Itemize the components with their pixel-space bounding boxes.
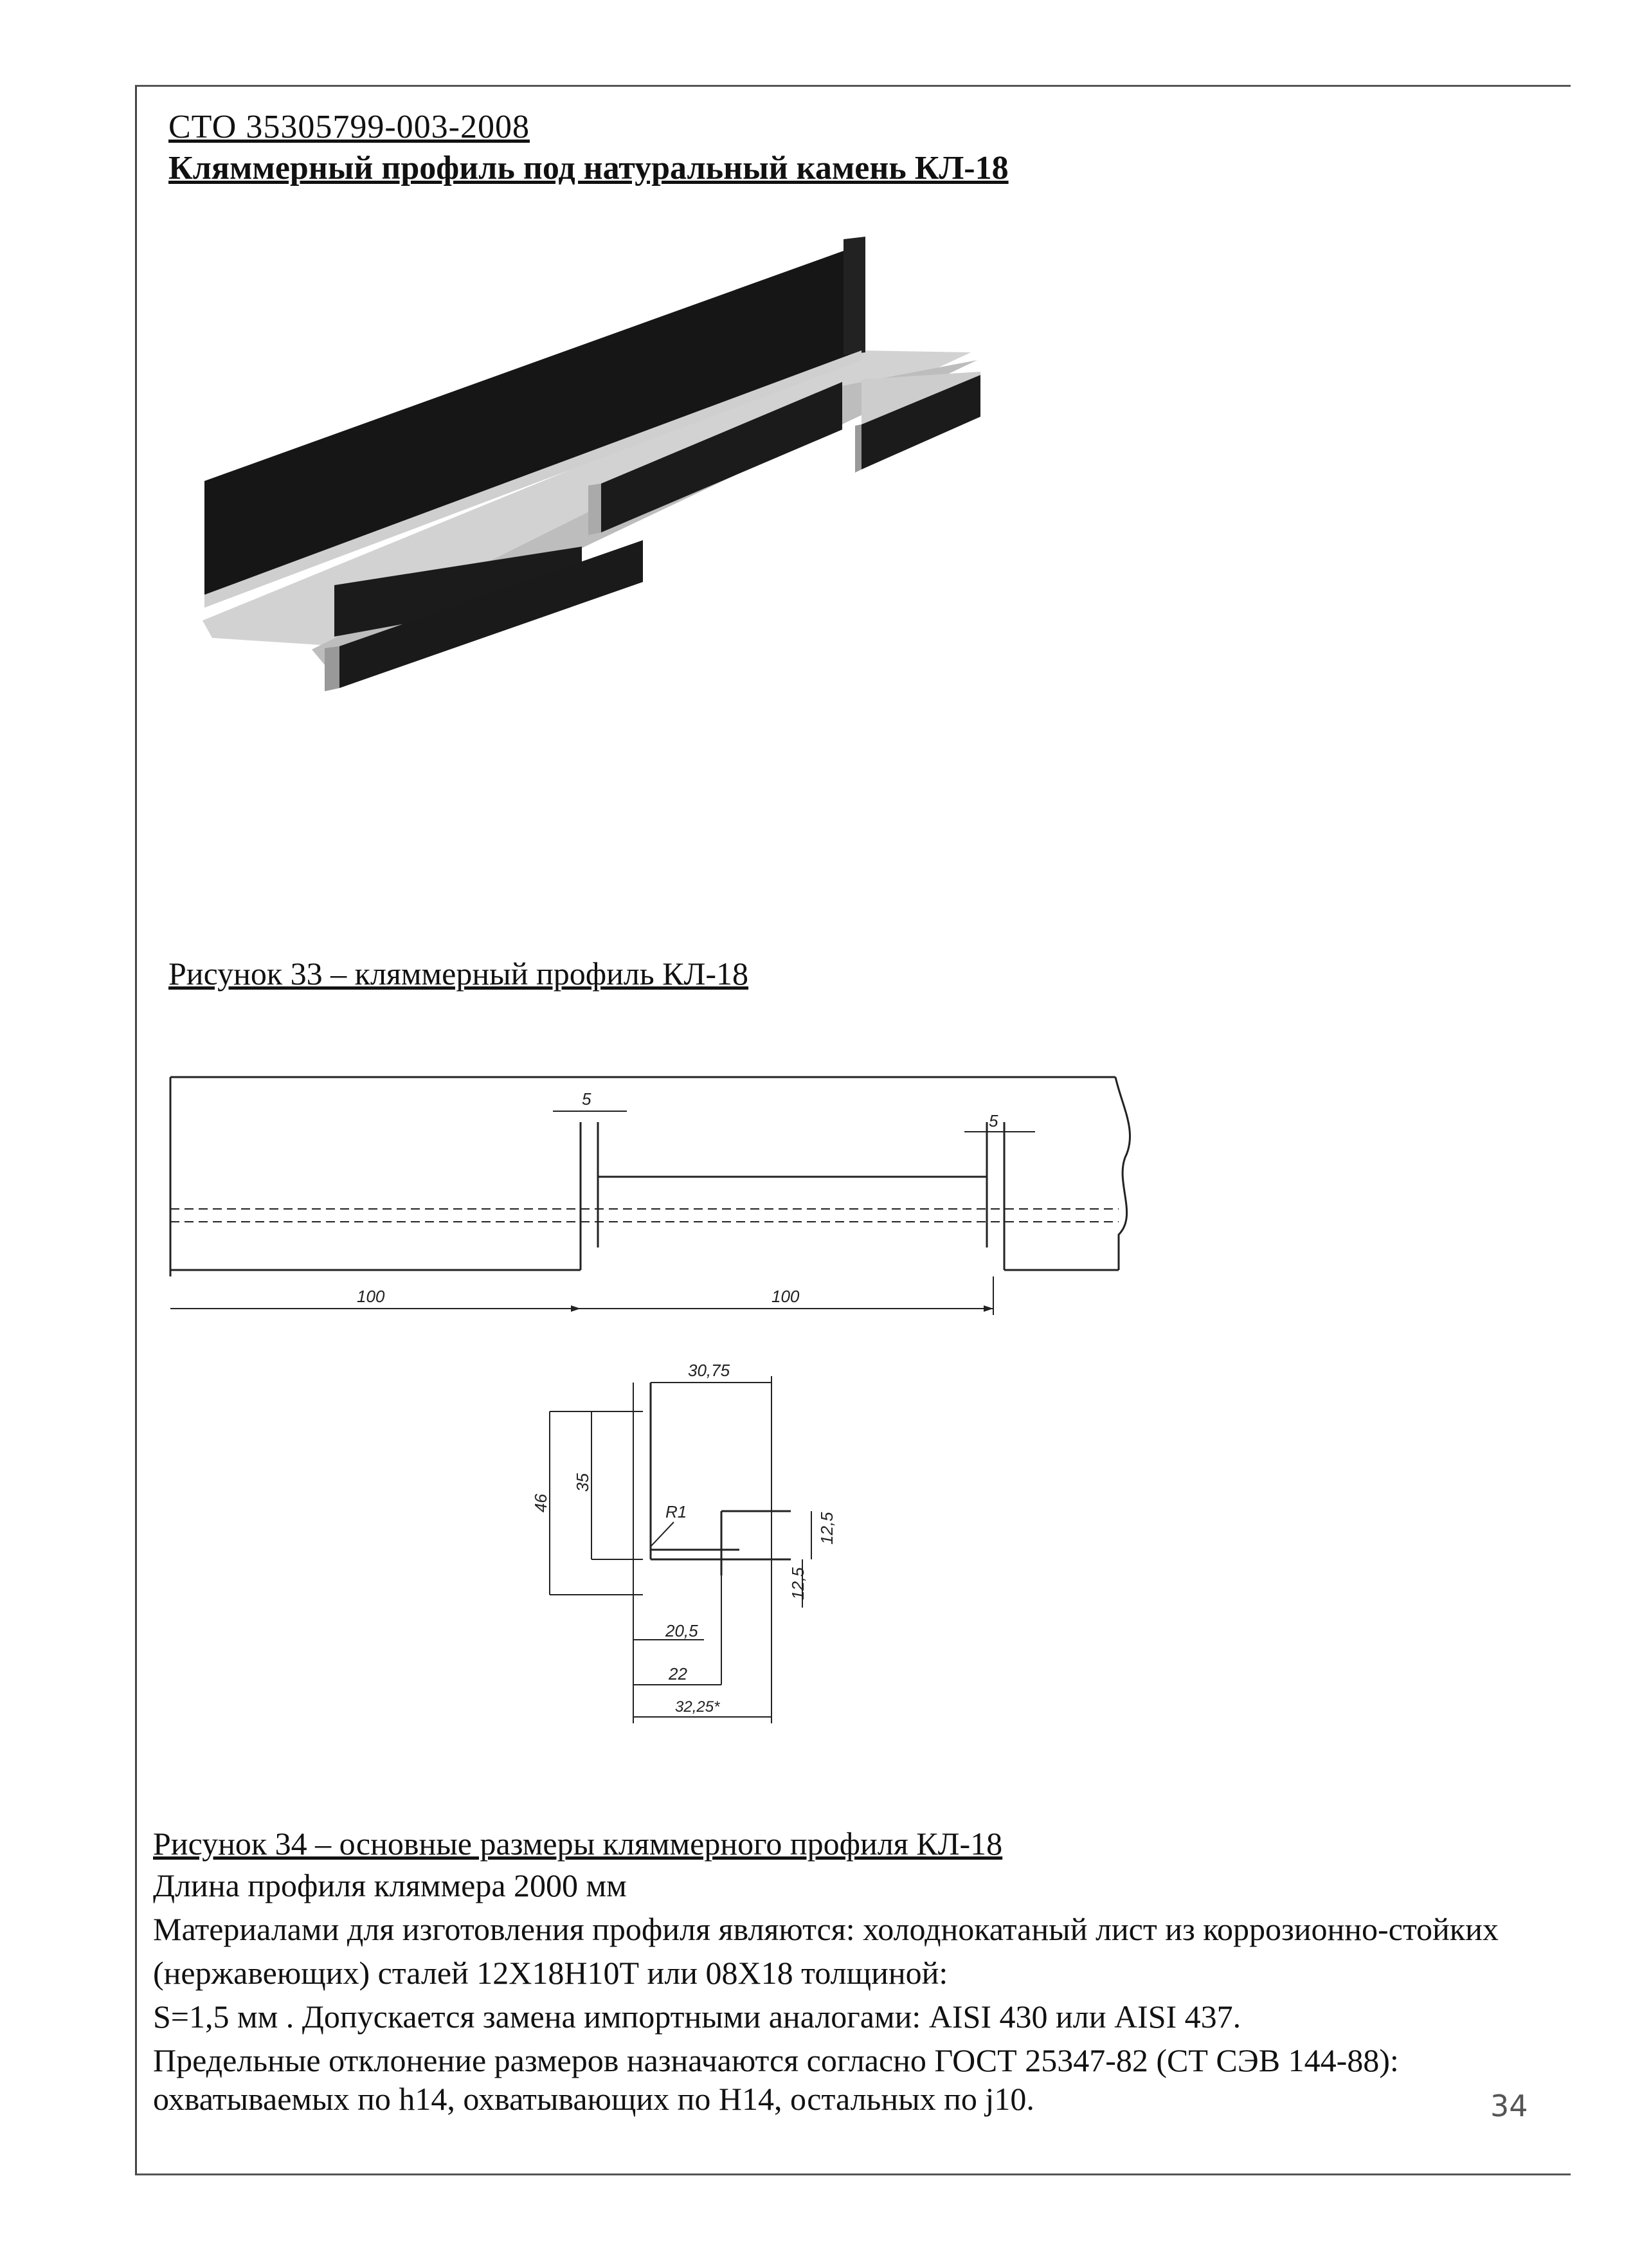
body-line-5: Предельные отклонение размеров назначаются согласно ГОСТ 25347-82 (СТ СЭВ 144-88): — [153, 2042, 1399, 2078]
body-line-2: Материалами для изготовления профиля являются: холоднокатаный лист из коррозионно-стойких — [153, 1911, 1499, 1947]
document-title: Кляммерный профиль под натуральный камень КЛ-18 — [168, 150, 1009, 186]
dim-width-3: 32,25* — [675, 1698, 720, 1716]
dim-radius: R1 — [665, 1502, 687, 1521]
dim-width-2: 22 — [669, 1664, 687, 1683]
body-line-1: Длина профиля кляммера 2000 мм — [153, 1867, 627, 1903]
dim-length-left: 100 — [357, 1287, 385, 1306]
dim-flange-height: 12,5 — [817, 1512, 836, 1545]
dim-gap-right: 5 — [989, 1111, 998, 1130]
dim-lower-height: 12,5 — [788, 1567, 807, 1600]
page-number: 34 — [1490, 2089, 1528, 2123]
body-line-6: охватываемых по h14, охватывающих по Н14, остальных по j10. — [153, 2081, 1034, 2117]
dim-top-width: 30,75 — [688, 1361, 730, 1380]
dim-length-right: 100 — [771, 1287, 800, 1306]
document-code: СТО 35305799-003-2008 — [168, 109, 530, 145]
body-line-3: (нержавеющих) сталей 12Х18Н10Т или 08Х18 толщиной: — [153, 1955, 948, 1991]
dim-width-1: 20,5 — [665, 1621, 698, 1640]
dim-height-inner: 35 — [573, 1473, 592, 1492]
body-line-4: S=1,5 мм . Допускается замена импортными аналогами: AISI 430 или AISI 437. — [153, 1999, 1241, 2035]
dim-gap-left: 5 — [582, 1089, 591, 1109]
dim-height-total: 46 — [531, 1494, 550, 1512]
figure33-caption: Рисунок 33 – кляммерный профиль КЛ-18 — [168, 956, 749, 992]
figure34-caption: Рисунок 34 – основные размеры кляммерного профиля КЛ-18 — [153, 1826, 1003, 1862]
